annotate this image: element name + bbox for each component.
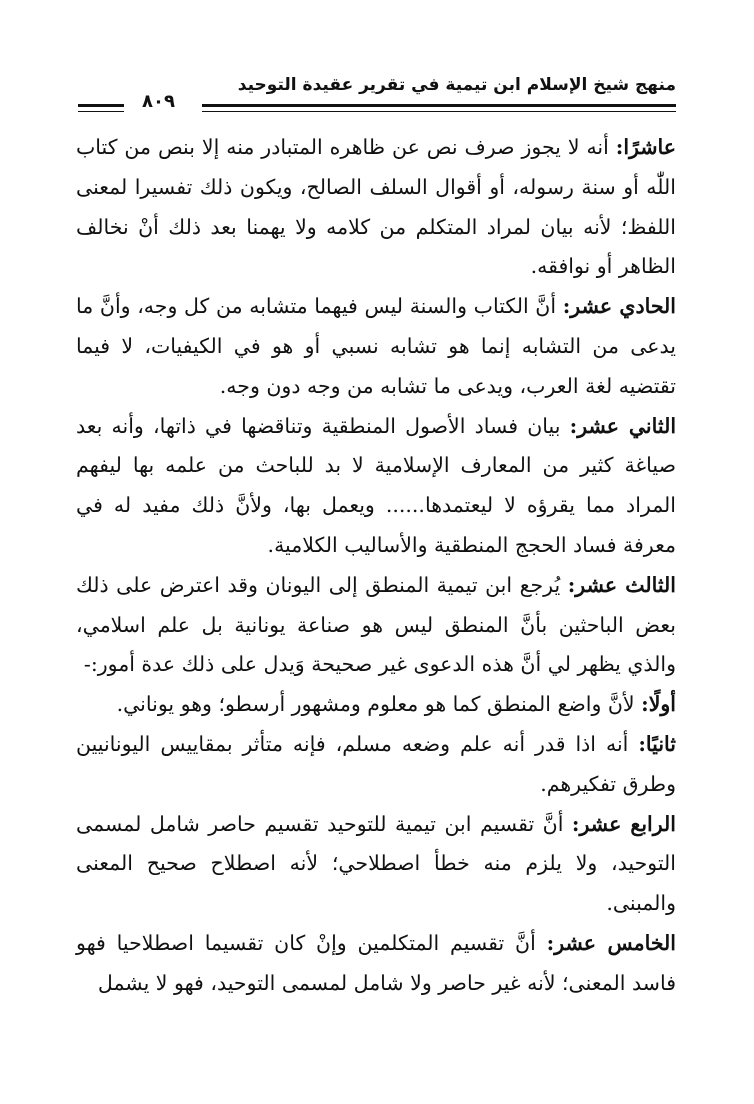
header-rule-right [202,104,676,112]
paragraph-5 [76,685,676,725]
paragraph-text: أنه لا يجوز صرف نص عن ظاهره المتبادر منه إلا بنص من كتاب اللّٰه أو سنة رسوله، أو أقوال السلف الصالح، ويكون ذلك تفسيرا لمعنى اللفظ؛ لأنه بيان لمراد المتكلم من كلامه ولا يهمنا بعد ذلك أنْ نخالف الظاهر أو نوافقه. [76,135,676,279]
paragraph-lead: عاشرًا: [615,135,676,159]
page-number: ٨٠٩ [136,90,181,114]
paragraph-7 [76,805,676,924]
paragraph-3 [76,407,676,566]
paragraph-text: بيان فساد الأصول المنطقية وتناقضها في ذاتها، وأنه بعد صياغة كثير من المعارف الإسلامية لا بد للباحث من علمه بها ليفهم المراد مما يقرؤه لا ليعتمدها...... ويعمل بها، ولأنَّ ذلك مفيد له في معرفة فساد الحجج المنطقية والأساليب الكلامية. [76,413,676,557]
body-text [76,128,676,1004]
paragraph-text: أنَّ الكتاب والسنة ليس فيهما متشابه من كل وجه، وأنَّ ما يدعى من التشابه إنما هو تشابه نسبي أو هو في الكيفيات، لا فيما تقتضيه لغة العرب، ويدعى ما تشابه من وجه دون وجه. [76,294,676,398]
page-header [78,72,676,118]
header-rule-left [78,104,124,112]
paragraph-lead: الحادي عشر: [562,294,676,319]
paragraph-text: أنَّ تقسيم المتكلمين وإنْ كان تقسيما اصطلاحيا فهو فاسد المعنى؛ لأنه غير حاصر ولا شامل لمسمى التوحيد، فهو لا يشمل [76,930,676,995]
paragraph-lead: الثاني عشر: [569,413,677,438]
paragraph-2 [76,287,676,406]
running-title: منهج شيخ الإسلام ابن تيمية في تقرير عقيدة التوحيد [237,75,676,95]
paragraph-lead: الثالث عشر: [567,572,676,597]
paragraph-lead: أولًا: [641,692,676,717]
paragraph-1 [76,128,676,287]
paragraph-8 [76,924,676,1004]
paragraph-lead: الرابع عشر: [571,811,676,836]
paragraph-4 [76,566,676,685]
paragraph-lead: ثانيًا: [638,731,676,756]
paragraph-text: أنَّ تقسيم ابن تيمية للتوحيد تقسيم حاصر شامل لمسمى التوحيد، ولا يلزم منه خطأ اصطلاحي؛ لأنه اصطلاح صحيح المعنى والمبنى. [76,811,676,916]
paragraph-6 [76,725,676,805]
paragraph-lead: الخامس عشر: [546,930,676,955]
paragraph-text: أنه اذا قدر أنه علم وضعه مسلم، فإنه متأثر بمقاييس اليونانيين وطرق تفكيرهم. [76,731,676,796]
paragraph-text: لأنَّ واضع المنطق كما هو معلوم ومشهور أرسطو؛ وهو يوناني. [116,692,642,717]
paragraph-text: يُرجع ابن تيمية المنطق إلى اليونان وقد اعترض على ذلك بعض الباحثين بأنَّ المنطق ليس هو صناعة يونانية بل علم اسلامي، والذي يظهر لي أنَّ هذه الدعوى غير صحيحة وَيدل على ذلك عدة أمور:- [76,572,676,677]
